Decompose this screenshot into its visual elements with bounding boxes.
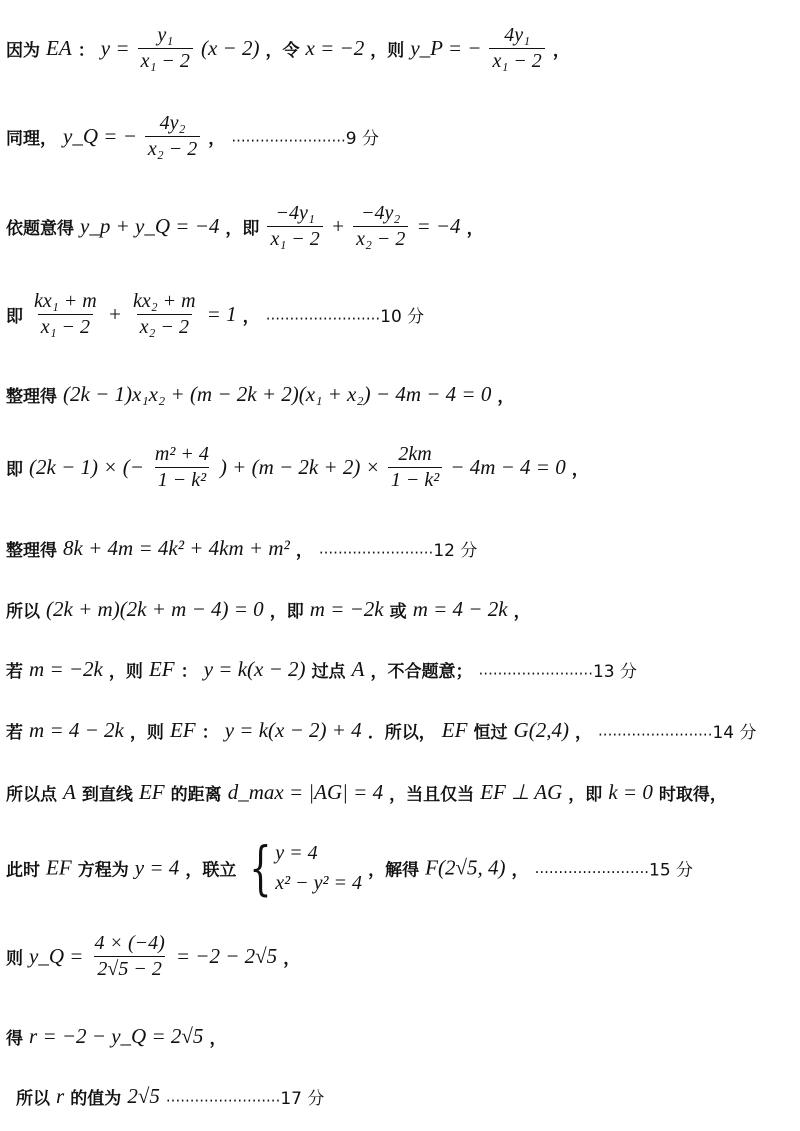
score-label: 13 分 xyxy=(592,662,638,682)
math: y = 4 xyxy=(134,855,180,880)
score-label: 17 分 xyxy=(280,1089,325,1109)
text: ， xyxy=(571,460,589,480)
math: 8k + 4m = 4k² + 4km + m² xyxy=(63,536,290,560)
line-9 xyxy=(6,657,637,682)
leader-dots: ........................ xyxy=(318,539,434,558)
text: 即 xyxy=(6,307,23,327)
text: 所以 xyxy=(16,1089,50,1109)
line-6 xyxy=(6,443,589,492)
denominator: x₁ − 2 xyxy=(489,48,544,73)
text: 即 xyxy=(6,460,23,480)
text: 所以点 xyxy=(6,785,57,805)
math: (x − 2) xyxy=(200,36,260,60)
left-brace: { xyxy=(249,834,272,902)
text: 因为 xyxy=(6,41,40,61)
text: ， xyxy=(552,41,570,61)
text: 若 xyxy=(6,662,23,682)
text: ，联立 xyxy=(185,860,237,881)
denominator: x₁ − 2 xyxy=(38,314,93,339)
numerator: 2km xyxy=(398,443,432,465)
fraction xyxy=(489,24,544,73)
math: (2k + m)(2k + m − 4) = 0 xyxy=(46,597,264,621)
math: = −4 xyxy=(416,214,461,238)
fraction xyxy=(388,443,442,492)
denominator: x₂ − 2 xyxy=(137,314,192,339)
math: G(2,4) xyxy=(513,718,569,742)
math: EF xyxy=(138,780,165,804)
system-row: x² − y² = 4 xyxy=(275,872,363,894)
text: ： xyxy=(77,41,95,61)
math: EA xyxy=(46,36,72,60)
math: EF xyxy=(169,718,196,742)
math: m = 4 − 2k xyxy=(29,718,124,742)
math: d_max = |AG| = 4 xyxy=(227,780,384,804)
math: (2k − 1)x₁x₂ + (m − 2k + 2)(x₁ + x₂) − 4m − 4 = 0 xyxy=(63,382,492,406)
text: 整理得 xyxy=(6,541,57,561)
text: 得 xyxy=(6,1029,23,1049)
fraction xyxy=(92,932,168,981)
text: 恒过 xyxy=(473,723,508,743)
text: ，解得 xyxy=(368,860,420,881)
score-label: 12 分 xyxy=(433,541,478,561)
text: 所以 xyxy=(6,602,40,622)
line-2 xyxy=(6,112,379,161)
text: ，当且仅当 xyxy=(389,785,475,805)
math: m = −2k xyxy=(29,657,103,681)
text: ， xyxy=(209,1029,227,1049)
system-rows xyxy=(275,838,362,898)
score-label: 9 分 xyxy=(345,129,380,149)
math: y_P = − xyxy=(410,36,482,60)
line-11 xyxy=(6,780,727,805)
denominator: x₁ − 2 xyxy=(267,226,322,251)
text: ， xyxy=(513,602,531,622)
leader-dots: ........................ xyxy=(534,859,650,877)
math: ) + (m − 2k + 2) × xyxy=(219,455,380,479)
text: ，即 xyxy=(568,785,603,805)
math: y = k(x − 2) xyxy=(203,657,306,681)
fraction xyxy=(138,24,193,73)
math: m = 4 − 2k xyxy=(412,597,508,621)
math: 2√5 xyxy=(127,1084,160,1108)
line-5 xyxy=(6,382,514,407)
text: 的值为 xyxy=(70,1089,122,1109)
score-label: 15 分 xyxy=(649,860,694,881)
line-10 xyxy=(6,718,757,743)
math: y_Q = − xyxy=(63,124,137,148)
denominator: 2√5 − 2 xyxy=(94,956,164,981)
math: = 1 xyxy=(206,302,237,326)
math: EF xyxy=(148,657,175,681)
numerator: −4y₂ xyxy=(361,202,401,224)
text: 整理得 xyxy=(6,387,57,407)
leader-dots: ........................ xyxy=(265,305,381,324)
denominator: x₂ − 2 xyxy=(145,136,200,161)
text: ， xyxy=(574,723,592,743)
denominator: x₂ − 2 xyxy=(353,226,408,251)
line-3 xyxy=(6,202,484,251)
fraction xyxy=(130,290,199,339)
text: ，即 xyxy=(225,219,260,239)
text: 若 xyxy=(6,723,23,743)
math: EF xyxy=(46,855,72,880)
text: 方程为 xyxy=(77,860,129,881)
text: ，令 xyxy=(265,41,300,61)
math: + xyxy=(107,302,122,326)
leader-dots: ........................ xyxy=(598,721,713,740)
math: = −2 − 2√5 xyxy=(175,944,278,968)
numerator: −4y₁ xyxy=(275,202,315,224)
fraction xyxy=(267,202,322,251)
math: EF xyxy=(441,718,468,742)
line-7 xyxy=(6,536,477,561)
leader-dots: ........................ xyxy=(165,1087,281,1106)
fraction xyxy=(353,202,408,251)
math: + xyxy=(330,214,346,238)
text: 则 xyxy=(6,949,23,969)
math: A xyxy=(351,657,365,681)
line-12 xyxy=(6,834,694,902)
text: 过点 xyxy=(311,662,346,682)
system-row: y = 4 xyxy=(275,842,318,864)
math: − 4m − 4 = 0 xyxy=(450,455,566,479)
numerator: 4y₁ xyxy=(504,24,531,46)
equation-system xyxy=(242,834,363,902)
text: ， xyxy=(497,387,515,407)
math: r = −2 − y_Q = 2√5 xyxy=(29,1024,204,1048)
numerator: 4y₂ xyxy=(159,112,186,134)
math: y = k(x − 2) + 4 xyxy=(224,718,362,742)
text: ，则 xyxy=(370,41,405,61)
numerator: y₁ xyxy=(157,24,174,46)
denominator: x₁ − 2 xyxy=(138,48,193,73)
score-label: 14 分 xyxy=(712,723,757,743)
text: 或 xyxy=(389,602,407,622)
text: 同理， xyxy=(6,129,57,149)
text: ， xyxy=(295,541,313,561)
line-13 xyxy=(6,932,300,981)
text: ，则 xyxy=(108,662,143,682)
text: 到直线 xyxy=(81,785,133,805)
numerator: m² + 4 xyxy=(154,443,209,465)
fraction xyxy=(31,290,100,339)
text: ， xyxy=(208,129,226,149)
math: y = xyxy=(100,36,130,60)
text: 的距离 xyxy=(170,785,222,805)
math: x = −2 xyxy=(305,36,365,60)
text: ，不合题意； xyxy=(370,662,473,682)
text: ，则 xyxy=(129,723,164,743)
text: ： xyxy=(180,662,198,682)
text: 此时 xyxy=(6,860,40,881)
text: 依题意得 xyxy=(6,219,74,239)
denominator: 1 − k² xyxy=(388,467,442,492)
leader-dots: ........................ xyxy=(231,127,346,146)
math: y_p + y_Q = −4 xyxy=(80,214,220,238)
math: m = −2k xyxy=(309,597,384,621)
numerator: kx₁ + m xyxy=(34,290,97,312)
line-15 xyxy=(16,1084,324,1109)
fraction xyxy=(145,112,200,161)
fraction xyxy=(152,443,212,492)
numerator: 4 × (−4) xyxy=(94,932,165,954)
math: r xyxy=(56,1084,65,1108)
math: y_Q = xyxy=(29,944,84,968)
math: EF ⊥ AG xyxy=(480,780,563,804)
line-14 xyxy=(6,1024,226,1049)
text: 时取得， xyxy=(658,785,727,805)
math: k = 0 xyxy=(608,780,653,804)
text: ， xyxy=(466,219,484,239)
text: ， xyxy=(511,860,529,881)
math: (2k − 1) × (− xyxy=(29,455,144,479)
text: ： xyxy=(201,723,219,743)
math: A xyxy=(63,780,76,804)
leader-dots: ........................ xyxy=(478,660,593,679)
math: F(2√5, 4) xyxy=(425,855,506,880)
line-1 xyxy=(6,24,570,73)
line-8 xyxy=(6,597,531,622)
denominator: 1 − k² xyxy=(155,467,209,492)
text: ， xyxy=(242,307,260,327)
score-label: 10 分 xyxy=(380,307,425,327)
text: ， xyxy=(283,949,301,969)
line-4 xyxy=(6,290,424,339)
numerator: kx₂ + m xyxy=(132,290,196,312)
text: ，即 xyxy=(269,602,304,622)
text: ．所以， xyxy=(367,723,436,743)
